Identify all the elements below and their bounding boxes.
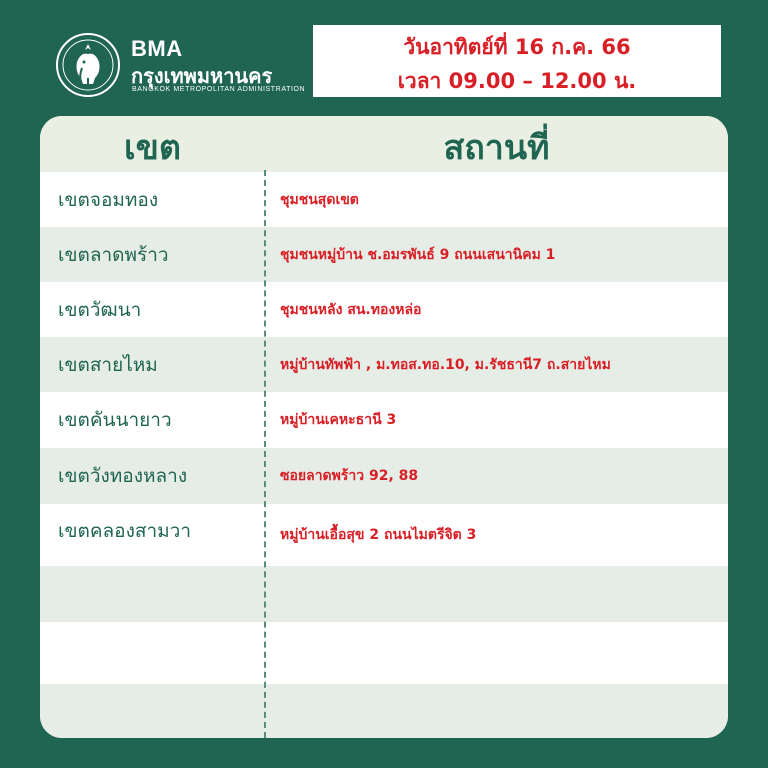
place-cell: ชุมชนหลัง สน.ทองหล่อ — [280, 301, 422, 318]
column-divider — [264, 170, 266, 738]
brand-thai: กรุงเทพมหานคร — [131, 64, 273, 88]
bma-logo — [55, 32, 305, 98]
place-cell: ชุมชนสุดเขต — [280, 191, 359, 208]
place-cell: หมู่บ้านทัพฟ้า , ม.ทอส.ทอ.10, ม.รัชธานี7 ถ.สายไหม — [280, 356, 611, 373]
table-row — [40, 566, 728, 622]
table-row — [40, 392, 728, 448]
time-line: เวลา 09.00 – 12.00 น. — [397, 69, 637, 93]
table-row — [40, 684, 728, 738]
place-cell: ซอยลาดพร้าว 92, 88 — [280, 468, 419, 484]
table-header-row — [40, 116, 728, 172]
zone-cell: เขตลาดพร้าว — [58, 243, 169, 266]
zone-cell: เขตวังทองหลาง — [58, 465, 188, 487]
zone-cell: เขตคลองสามวา — [58, 520, 191, 542]
zone-cell: เขตวัฒนา — [58, 298, 142, 321]
zone-cell: เขตจอมทอง — [58, 188, 159, 211]
table-row — [40, 172, 728, 227]
brand-english: BMA — [131, 36, 183, 61]
table-row — [40, 622, 728, 684]
zone-cell: เขตสายไหม — [58, 353, 158, 376]
place-cell: ชุมชนหมู่บ้าน ช.อมรพันธ์ 9 ถนนเสนานิคม 1 — [280, 246, 556, 263]
date-line: วันอาทิตย์ที่ 16 ก.ค. 66 — [403, 35, 631, 59]
bma-seal-icon — [55, 32, 121, 98]
table-row — [40, 282, 728, 337]
brand-subtitle: BANGKOK METROPOLITAN ADMINISTRATION — [132, 86, 306, 93]
table-row — [40, 337, 728, 392]
date-time-box — [313, 25, 721, 97]
place-cell: หมู่บ้านเอื้อสุข 2 ถนนไมตรีจิต 3 — [280, 527, 477, 543]
column-header-place: สถานที่ — [443, 128, 550, 168]
table-row — [40, 504, 728, 566]
table-row — [40, 227, 728, 282]
place-cell: หมู่บ้านเคหะธานี 3 — [280, 412, 397, 428]
zone-cell: เขตคันนายาว — [58, 409, 172, 431]
column-header-zone: เขต — [124, 128, 181, 168]
table-row — [40, 448, 728, 504]
schedule-table — [40, 116, 728, 738]
